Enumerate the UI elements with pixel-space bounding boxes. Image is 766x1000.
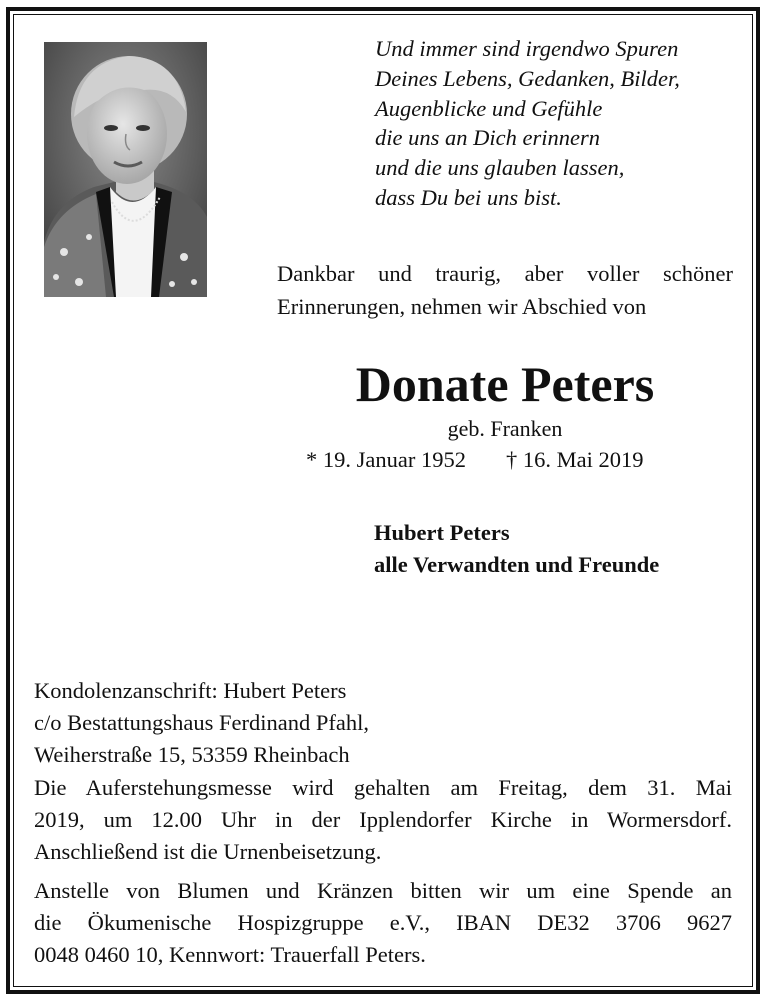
donation-info	[34, 875, 732, 971]
condolence-line: Kondolenzanschrift: Hubert Peters	[34, 678, 347, 703]
donation-line: 0048 0460 10, Kennwort: Trauerfall Peters.	[34, 942, 426, 967]
poem	[375, 34, 755, 213]
poem-line: und die uns glauben lassen,	[375, 155, 625, 181]
mourners	[374, 517, 754, 581]
birth-date: * 19. Januar 1952	[306, 447, 466, 472]
donation-line: die Ökumenische Hospizgruppe e.V., IBAN DE32 3706 9627	[34, 910, 732, 935]
mourner-line: alle Verwandten und Freunde	[374, 552, 660, 577]
mourner-line: Hubert Peters	[374, 520, 510, 545]
poem-line: Und immer sind irgendwo Spuren	[375, 36, 679, 61]
condolence-address	[34, 675, 732, 771]
poem-line: Deines Lebens, Gedanken, Bilder,	[375, 65, 680, 91]
intro-line: Dankbar und traurig, aber voller schöner	[277, 261, 733, 286]
poem-line: Augenblicke und Gefühle	[375, 95, 603, 121]
intro-line: Erinnerungen, nehmen wir Abschied von	[277, 294, 647, 319]
condolence-line: Weiherstraße 15, 53359 Rheinbach	[34, 742, 350, 767]
condolence-line: c/o Bestattungshaus Ferdinand Pfahl,	[34, 710, 369, 735]
mass-line: Die Auferstehungsmesse wird gehalten am Freitag, dem 31. Mai	[34, 775, 732, 800]
mass-info	[34, 772, 732, 868]
mass-line: Anschließend ist die Urnenbeisetzung.	[34, 839, 382, 864]
birth-name: geb. Franken	[447, 416, 563, 441]
life-dates	[306, 445, 706, 475]
portrait-photo	[44, 42, 207, 297]
poem-line: die uns an Dich erinnern	[375, 125, 600, 151]
deceased-name: Donate Peters	[355, 356, 655, 412]
poem-line: dass Du bei uns bist.	[375, 184, 562, 210]
donation-line: Anstelle von Blumen und Kränzen bitten wir um eine Spende an	[34, 878, 732, 903]
farewell-intro	[277, 257, 733, 323]
mass-line: 2019, um 12.00 Uhr in der Ipplendorfer Kirche in Wormersdorf.	[34, 807, 732, 832]
death-date: † 16. Mai 2019	[505, 447, 644, 472]
